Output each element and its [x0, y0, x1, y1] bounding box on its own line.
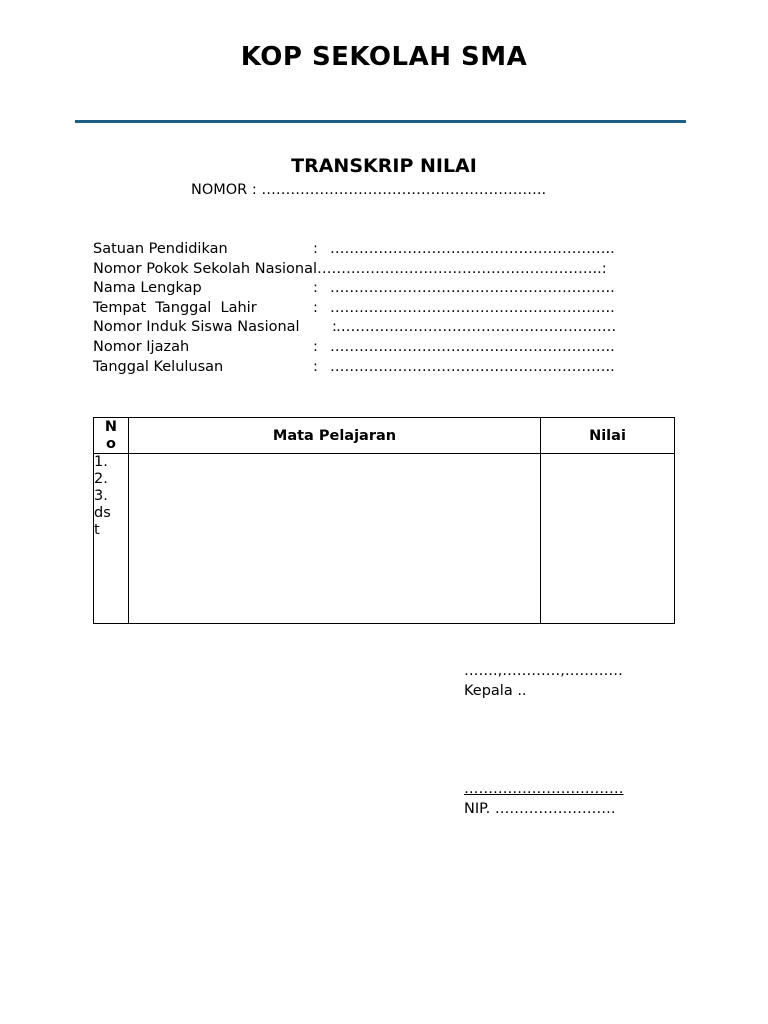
header-divider: [75, 120, 686, 123]
field-colon: :: [313, 280, 318, 297]
field-label: Nomor Induk Siswa Nasional: [93, 319, 300, 336]
row-number: 3.: [94, 488, 108, 504]
number-cell: [94, 454, 129, 624]
field-value-dots: …………………………………………………..: [330, 299, 615, 316]
field-label: Tanggal Kelulusan: [93, 358, 224, 375]
signature-name-line: ……………………………: [464, 781, 624, 797]
field-colon: :: [313, 338, 318, 355]
field-label: Nomor Ijazah: [93, 338, 190, 355]
column-header-no-line1: N: [104, 418, 118, 435]
field-label: [93, 260, 607, 280]
signature-place-date: …….,…………,…………: [464, 663, 623, 679]
column-header-mata-pelajaran: Mata Pelajaran: [129, 418, 541, 454]
row-number: 2.: [94, 471, 108, 487]
field-value-dots: …………………………………………………..: [330, 338, 615, 355]
field-value-dots: …………………………………………………..: [330, 280, 615, 297]
mata-pelajaran-cell: [129, 454, 541, 624]
table-header-row: [94, 418, 675, 454]
table-row: [94, 454, 675, 624]
nilai-cell: [541, 454, 675, 624]
grades-table: [93, 417, 675, 624]
document-number: NOMOR : …………………………………………………..: [191, 182, 547, 198]
field-value-dots: ………………………………………………….: [336, 319, 617, 336]
row-number: 1.: [94, 454, 108, 470]
signature-position: Kepala ..: [464, 683, 527, 699]
field-label: Satuan Pendidikan: [93, 241, 228, 257]
field-label-text: Nomor Pokok Sekolah Nasional: [93, 260, 318, 277]
column-header-nilai: Nilai: [541, 418, 675, 454]
field-colon: :: [313, 358, 318, 375]
field-colon: :: [313, 241, 318, 257]
field-colon: :: [313, 299, 318, 316]
field-value-dots: …………………………………………………..:: [317, 260, 607, 277]
row-number: t: [94, 522, 100, 538]
column-header-no: [94, 418, 129, 454]
row-number: ds: [94, 505, 111, 521]
kop-title: KOP SEKOLAH SMA: [240, 42, 528, 72]
column-header-no-line2: o: [106, 435, 116, 452]
field-colon: :: [332, 319, 337, 336]
document-title: TRANSKRIP NILAI: [291, 155, 477, 177]
field-value-dots: …………………………………………………..: [330, 241, 615, 257]
field-value-dots: …………………………………………………..: [330, 358, 615, 375]
field-label: Tempat Tanggal Lahir: [93, 299, 257, 316]
field-label: Nama Lengkap: [93, 280, 202, 297]
signature-nip: NIP. …………………….: [464, 801, 616, 817]
